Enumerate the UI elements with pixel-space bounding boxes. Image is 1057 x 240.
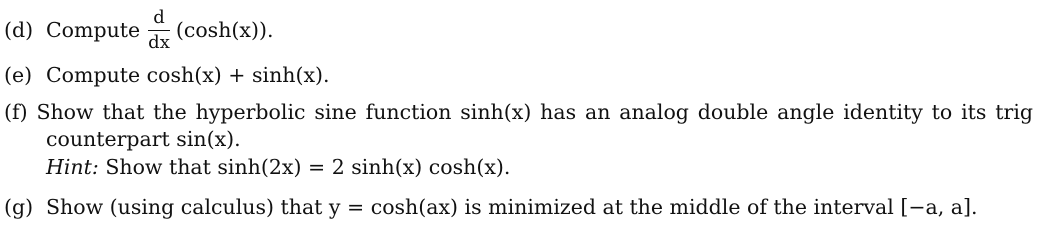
word: sine <box>314 100 357 124</box>
item-label-e: (e) <box>4 63 33 87</box>
word: hyperbolic <box>195 100 306 124</box>
hint-text: Show that sinh(2x) = 2 sinh(x) cosh(x). <box>105 155 511 179</box>
word: angle <box>777 100 835 124</box>
item-d-text: Compute <box>46 18 141 42</box>
item-d-expression: (cosh(x)). <box>175 18 274 42</box>
item-e <box>4 63 1043 87</box>
item-label-f: (f) <box>4 100 28 124</box>
word: Show <box>36 100 94 124</box>
derivative-fraction <box>148 6 170 53</box>
hint-label: Hint: <box>46 155 99 179</box>
word: to <box>931 100 953 124</box>
word: double <box>697 100 769 124</box>
item-g-text: Show (using calculus) that y = cosh(ax) is minimized at the middle of the interval [−a, a]. <box>46 195 978 219</box>
word: an <box>584 100 611 124</box>
word: trig <box>995 100 1033 124</box>
item-f-hint <box>46 155 510 179</box>
item-f-line1 <box>4 100 1033 124</box>
word: function <box>365 100 452 124</box>
fraction-denominator: dx <box>148 31 170 53</box>
word: that <box>102 100 145 124</box>
item-label-g: (g) <box>4 195 34 219</box>
word: analog <box>619 100 689 124</box>
item-e-text: Compute cosh(x) + sinh(x). <box>46 63 330 87</box>
item-d <box>4 3 1043 57</box>
word: its <box>961 100 987 124</box>
word: identity <box>843 100 923 124</box>
word: sinh(x) <box>460 100 532 124</box>
item-label-d: (d) <box>4 18 34 42</box>
item-f-line2: counterpart sin(x). <box>46 127 241 151</box>
word: has <box>540 100 577 124</box>
fraction-numerator: d <box>148 9 170 31</box>
word: the <box>153 100 187 124</box>
item-g <box>4 195 1043 219</box>
